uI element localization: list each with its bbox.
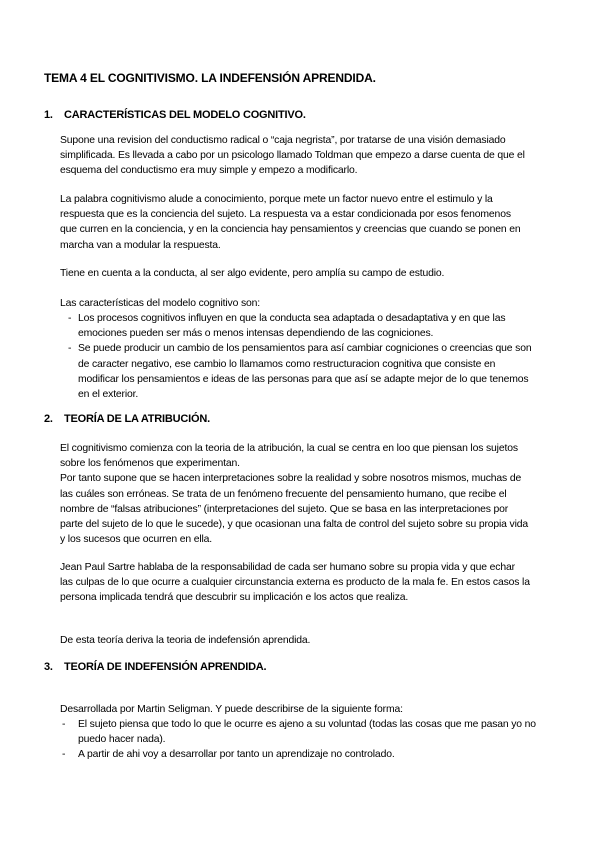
- bullet-marker: -: [68, 343, 72, 355]
- section-2-paragraph-1: [60, 441, 530, 547]
- section-2-paragraph-2: [60, 560, 530, 606]
- list-item-text: El sujeto piensa que todo lo que le ocurre es ajeno a su voluntad (todas las cosas que me pasan yo no puedo hacer nada).: [78, 719, 536, 746]
- section-title: TEORÍA DE INDEFENSIÓN APRENDIDA.: [64, 661, 267, 673]
- list-item-text: Los procesos cognitivos influyen en que la conducta sea adaptada o desadaptativa y en que las emociones pueden ser más o menos intensas dependiendo de las cogniciones.: [78, 313, 506, 340]
- paragraph-text: De esta teoría deriva la teoria de indefensión aprendida.: [60, 635, 311, 646]
- section-3-paragraph-1: [60, 702, 530, 717]
- bullet-marker: -: [62, 749, 66, 761]
- paragraph-text: Las características del modelo cognitivo son:: [60, 298, 261, 309]
- list-item-text: Se puede producir un cambio de los pensamientos para así cambiar cogniciones o creencias que son de caracter negativo, ese cambio lo llamamos como restructuracion cognitiva que consiste en modificar los pensamientos e ideas de las personas para que así se adapte mejor de lo que tenemos en el exterior.: [78, 343, 532, 401]
- section-number: 3.: [44, 661, 53, 673]
- list-item: [44, 747, 538, 762]
- section-number: 2.: [44, 413, 53, 425]
- section-1-paragraph-1: [60, 133, 530, 179]
- list-item-text: A partir de ahi voy a desarrollar por tanto un aprendizaje no controlado.: [78, 749, 395, 761]
- paragraph-text: Desarrollada por Martin Seligman. Y puede describirse de la siguiente forma:: [60, 704, 403, 715]
- section-1-bullet-list: [60, 311, 538, 402]
- section-number: 1.: [44, 109, 53, 121]
- section-2-heading: [44, 413, 210, 425]
- paragraph-text: Tiene en cuenta a la conducta, al ser algo evidente, pero amplía su campo de estudio.: [60, 268, 445, 279]
- section-1-paragraph-4: [60, 296, 530, 311]
- section-1-paragraph-2: [60, 192, 530, 253]
- section-3-heading: [44, 661, 266, 673]
- paragraph-text: Supone una revision del conductismo radical o “caja negrista”, por tratarse de una visión demasiado simplificada. Es llevada a cabo por un psicologo llamado Toldman que empezo a darse cuenta de que el esquema del conductismo era muy simple y empezo a modificarlo.: [60, 135, 525, 177]
- section-1-heading: [44, 109, 306, 121]
- document-title: TEMA 4 EL COGNITIVISMO. LA INDEFENSIÓN APRENDIDA.: [44, 71, 376, 85]
- section-3-bullet-list: [44, 717, 538, 763]
- list-item: [44, 717, 538, 747]
- section-title: TEORÍA DE LA ATRIBUCIÓN.: [64, 413, 210, 425]
- section-1-paragraph-3: [60, 266, 530, 281]
- section-title: CARACTERÍSTICAS DEL MODELO COGNITIVO.: [64, 109, 306, 121]
- bullet-marker: -: [68, 313, 72, 324]
- section-2-paragraph-3: [60, 633, 530, 648]
- paragraph-text: Por tanto supone que se hacen interpretaciones sobre la realidad y sobre nosotros mismos, muchas de las cuáles son erróneas. Se trata de un fenómeno frecuente del pensamiento humano, que recibe el nombre de “falsas atribuciones” (interpretaciones del sujeto. Que se basa en las interpretaciones por parte del sujeto de lo que le sucede), y que ocasionan una falta de control del sujeto sobre su propia vida y los sucesos que ocurren en ella.: [60, 473, 529, 546]
- list-item: [60, 311, 538, 341]
- paragraph-text: Jean Paul Sartre hablaba de la responsabilidad de cada ser humano sobre su propia vida y que echar las culpas de lo que ocurre a cualquier circunstancia externa es producto de la mala fe. En estos casos la persona implicada tendrá que descubrir su implicación e los actos que realiza.: [60, 562, 530, 604]
- paragraph-text: El cognitivismo comienza con la teoria de la atribución, la cual se centra en loo que piensan los sujetos sobre los fenómenos que experimentan.: [60, 443, 518, 470]
- list-item: [60, 341, 538, 402]
- paragraph-text: La palabra cognitivismo alude a conocimiento, porque mete un factor nuevo entre el estimulo y la respuesta que es la conciencia del sujeto. La respuesta va a estar condicionada por esos fenomenos que curren en la conciencia, y en la conciencia hay pensamientos y creencias que cuando se ponen en marcha van a modular la respuesta.: [60, 194, 521, 251]
- bullet-marker: -: [62, 719, 66, 730]
